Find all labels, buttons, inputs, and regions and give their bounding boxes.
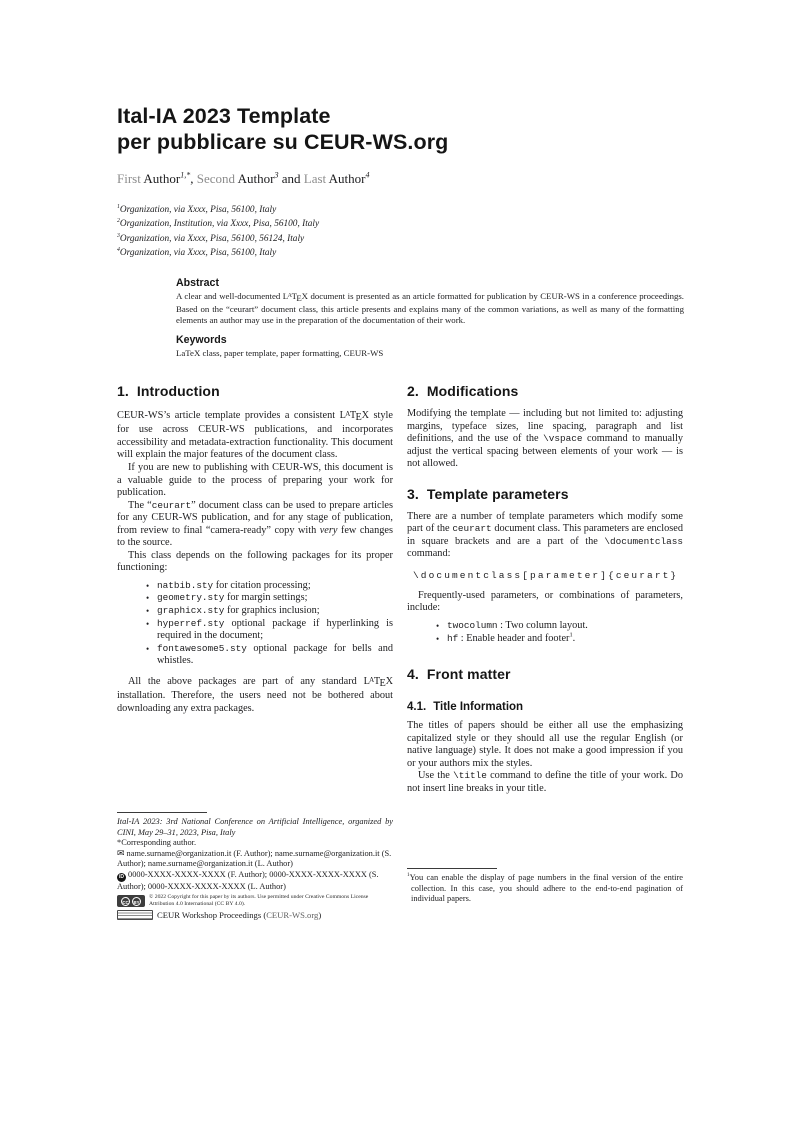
- text-segment: command to define the title of your work. Do not insert line breaks in your title.: [407, 770, 683, 794]
- intro-paragraph-3: [117, 500, 393, 550]
- intro-paragraph-4: [117, 550, 393, 575]
- footnote-rule: [407, 868, 497, 869]
- abstract-text: [176, 291, 684, 326]
- text-segment: ): [318, 910, 322, 920]
- section-front-matter-heading: [407, 666, 683, 682]
- affiliations-block: [117, 203, 683, 261]
- text-segment: for citation processing;: [213, 579, 311, 591]
- text-segment: 1,*: [180, 170, 191, 180]
- text-segment: Use the: [418, 770, 454, 782]
- text-segment: : Enable header and footer: [458, 632, 570, 644]
- paper-title: [117, 103, 683, 155]
- intro-paragraph-5: [117, 674, 393, 715]
- text-segment: There are a number of template parameters which modify some part of the: [407, 510, 683, 535]
- text-segment: document class. This parameters are enclosed in square brackets and are a part of the: [407, 523, 683, 547]
- text-segment: few changes to the source.: [117, 524, 394, 549]
- cc-by-license-icon: [117, 895, 145, 907]
- text-segment: 4: [117, 247, 120, 254]
- template-parameters-paragraph-1: [407, 511, 683, 561]
- subsection-number: 4.1.: [407, 701, 427, 714]
- text-segment: The “: [128, 499, 152, 511]
- subsection-title: Title Information: [433, 701, 524, 714]
- text-segment: geometry.sty: [157, 592, 225, 604]
- section-template-parameters-heading: [407, 486, 683, 502]
- text-segment: Organization, via Xxxx, Pisa, 56100, 56124, Italy: [119, 233, 305, 244]
- text-segment: Author: [143, 171, 181, 186]
- copyright-line-2: Attribution 4.0 International (CC BY 4.0).: [149, 901, 246, 908]
- text-segment: optional package for bells and whistles.: [157, 642, 393, 667]
- section-number: 3.: [407, 485, 419, 502]
- emails-text[interactable]: [117, 849, 391, 869]
- copyright-row: [117, 894, 393, 908]
- footnote-rule: [117, 812, 207, 813]
- two-column-body: [117, 378, 683, 920]
- text-segment: First: [117, 171, 144, 186]
- page-numbers-footnote: [407, 873, 683, 904]
- text-segment: ceurart: [452, 523, 492, 535]
- intro-paragraph-2: [117, 462, 393, 500]
- text-segment: ceurart: [151, 499, 192, 511]
- affiliation-line-3: [117, 232, 683, 246]
- section-title: Modifications: [426, 383, 519, 399]
- section-number: 2.: [407, 383, 419, 399]
- text-segment: Organization, Institution, via Xxxx, Pisa, 56100, Italy: [119, 219, 320, 230]
- section-title: Template parameters: [426, 485, 569, 502]
- title-line-2: per pubblicare su CEUR-WS.org: [117, 130, 449, 154]
- text-segment: for graphics inclusion;: [224, 605, 320, 616]
- abstract-heading: Abstract: [176, 277, 219, 289]
- keywords-text: LaTeX class, paper template, paper formatting, CEUR-WS: [176, 348, 384, 359]
- text-segment: 3: [274, 170, 279, 180]
- affiliation-line-4: [117, 246, 683, 260]
- text-segment: very: [319, 524, 338, 536]
- list-item-hf: [447, 633, 683, 646]
- text-segment: 4: [365, 170, 370, 180]
- section-number: 1.: [117, 383, 129, 399]
- text-segment: Ital-IA 2023: 3rd National Conference on Artificial Intelligence, organized by CINI, May 29–31, 2023, Pisa, Italy: [117, 817, 393, 837]
- text-segment: command:: [407, 548, 451, 560]
- text-segment: 3: [117, 232, 120, 239]
- title-information-paragraph-2: [407, 770, 683, 795]
- right-column: [407, 378, 683, 920]
- text-segment: for margin settings;: [224, 592, 308, 604]
- text-segment: graphicx.sty: [157, 605, 225, 616]
- template-parameters-paragraph-2: [407, 590, 683, 615]
- section-number: 4.: [407, 666, 419, 683]
- text-segment: Author: [237, 171, 275, 186]
- by-circle-icon: BY: [132, 897, 141, 906]
- subsection-title-information-heading: [407, 701, 683, 713]
- latex-logo: LATEX: [282, 291, 308, 303]
- modifications-paragraph: [407, 408, 683, 471]
- author-emails: [117, 849, 393, 870]
- text-segment: *Corresponding author.: [117, 838, 197, 848]
- orcids-text[interactable]: [117, 870, 379, 891]
- text-segment: CEUR-WS’s article template provides a consistent: [117, 409, 340, 421]
- text-segment: twocolumn: [447, 620, 498, 632]
- ceur-proceedings-text: [157, 910, 321, 920]
- text-segment: The titles of papers should be either all use the emphasizing capitalized style or they should all use the regular English (or native language) style. It does not make a good impression if you or your authors mix the styles.: [407, 720, 683, 769]
- text-segment: ,: [190, 171, 197, 186]
- text-segment: A clear and well-documented: [176, 291, 283, 301]
- author-orcids: [117, 870, 393, 893]
- text-segment: installation. Therefore, the users need not be bothered about downloading any extra packages.: [117, 690, 393, 714]
- ceur-row: [117, 910, 393, 920]
- corresponding-author-note: [117, 838, 393, 849]
- text-segment: ” document class can be used to prepare articles for any CEUR-WS publication, and for any stage of publication, from review to final “camera-ready” copy with: [117, 499, 394, 536]
- list-item-twocolumn: [447, 620, 683, 633]
- email-icon: ✉: [117, 848, 125, 859]
- text-segment: CEUR Workshop Proceedings (: [157, 910, 267, 920]
- section-title: Introduction: [136, 383, 220, 399]
- documentclass-code-line: \documentclass[parameter]{ceurart}: [413, 569, 679, 581]
- title-line-1: Ital-IA 2023 Template: [117, 104, 331, 128]
- text-segment: Second: [196, 171, 238, 186]
- text-segment: and: [278, 171, 304, 186]
- section-modifications-heading: [407, 383, 683, 399]
- text-segment: This class depends on the following packages for its proper functioning:: [117, 549, 393, 574]
- text-segment: fontawesome5.sty: [157, 642, 247, 654]
- text-segment: hyperref.sty: [157, 617, 225, 629]
- text-segment: 1: [569, 631, 573, 639]
- text-segment: optional package if hyperlinking is required in the document;: [157, 617, 393, 642]
- link-text[interactable]: CEUR-WS.org: [266, 910, 319, 920]
- copyright-text: [149, 894, 368, 908]
- text-segment: document is presented as an article formatted for publication by CEUR-WS in a conference proceedings. Based on the “ceurart” document class, this article presents and explains many of the common variations, as well as many of the formatting elements an author may use in the preparation of the documentation of their work.: [176, 291, 684, 326]
- list-item-geometry: [157, 592, 393, 605]
- parameter-list: [407, 620, 683, 645]
- text-segment: natbib.sty: [157, 579, 214, 591]
- copyright-line-1: © 2022 Copyright for this paper by its authors. Use permitted under Creative Commons License: [149, 894, 369, 901]
- text-segment: Author: [328, 171, 366, 186]
- text-segment: 2: [117, 218, 120, 225]
- cc-circle-icon: CC: [121, 897, 130, 906]
- text-segment: 1: [117, 203, 120, 210]
- latex-logo: LATEX: [339, 409, 370, 423]
- list-item-fontawesome: [157, 643, 393, 668]
- affiliation-line-2: [117, 217, 683, 231]
- affiliation-line-1: [117, 203, 683, 217]
- author-line: [117, 171, 683, 187]
- text-segment: Modifying the template — including but not limited to: adjusting margins, typeface sizes, line spacing, paragraph and list definitions, and the use of the: [407, 408, 683, 445]
- list-item-hyperref: [157, 618, 393, 643]
- keywords-heading: Keywords: [176, 334, 227, 347]
- abstract-keywords-block: [176, 277, 684, 360]
- text-segment: name.surname@organization.it (F. Author); name.surname@organization.it (S. Author); name.surname@organization.it (L. Author): [117, 848, 392, 869]
- title-information-paragraph-1: [407, 720, 683, 770]
- text-segment: hf: [447, 632, 459, 644]
- text-segment: command to manually adjust the vertical spacing between elements of your work — is not allowed.: [407, 433, 683, 470]
- text-segment: \title: [453, 770, 487, 782]
- section-introduction-heading: [117, 383, 393, 399]
- text-segment: 0000-XXXX-XXXX-XXXX (F. Author); 0000-XXXX-XXXX-XXXX (S. Author); 0000-XXXX-XXXX-XXXX (L. Author): [117, 869, 379, 891]
- list-item-graphicx: [157, 605, 393, 618]
- list-item-natbib: [157, 580, 393, 593]
- text-segment: Frequently-used parameters, or combinations of parameters, include:: [407, 589, 683, 614]
- text-segment: 1: [407, 872, 410, 879]
- left-footnote: [117, 812, 393, 920]
- text-segment: Last: [303, 171, 329, 186]
- text-segment: Organization, via Xxxx, Pisa, 56100, Italy: [119, 248, 277, 259]
- text-segment: \vspace: [543, 433, 583, 445]
- text-segment: : Two column layout.: [497, 620, 588, 632]
- text-segment: Organization, via Xxxx, Pisa, 56100, Italy: [119, 205, 277, 215]
- text-segment: You can enable the display of page numbers in the final version of the entire collection. In this case, you should adhere to the end-to-end pagination of individual papers.: [409, 873, 683, 903]
- text-segment: .: [572, 632, 576, 644]
- right-footnote: [407, 868, 683, 920]
- intro-paragraph-1: [117, 408, 393, 462]
- text-segment: style for use across CEUR-WS publications, and incorporates accessibility and metadata-extraction functionality. This document will explain the major features of the document class.: [117, 409, 393, 461]
- text-segment: \documentclass: [604, 535, 683, 547]
- text-segment: All the above packages are part of any standard: [128, 675, 364, 687]
- section-title: Front matter: [426, 666, 511, 683]
- conference-note: [117, 817, 393, 838]
- latex-logo: LATEX: [363, 675, 393, 689]
- left-column: [117, 378, 393, 920]
- orcid-icon: iD: [119, 873, 124, 880]
- text-segment: If you are new to publishing with CEUR-WS, this document is a valuable guide to the process of preparing your work for publication.: [117, 461, 393, 499]
- ceur-logo-icon: [117, 910, 153, 920]
- package-list: [117, 580, 393, 668]
